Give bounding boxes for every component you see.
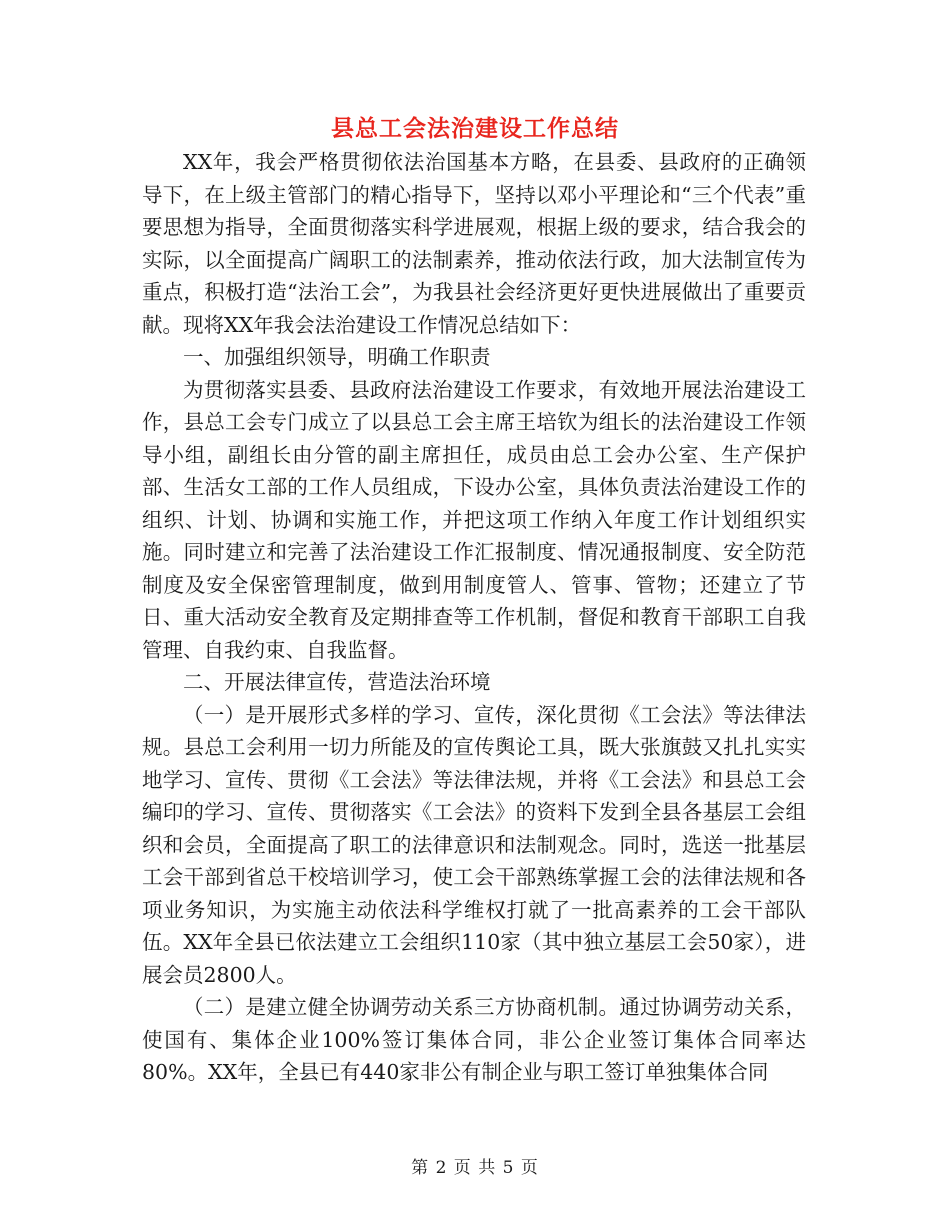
section-2-item-2-paragraph: （二）是建立健全协调劳动关系三方协商机制。通过协调劳动关系，使国有、集体企业100%签订集体合同，非公企业签订集体合同率达80%。XX年，全县已有440家非公有制企业与职工签订单独集体合同 — [142, 995, 806, 1084]
section-heading-1: 一、加强组织领导，明确工作职责 — [183, 345, 491, 369]
section-heading-2: 二、开展法律宣传，营造法治环境 — [183, 670, 491, 694]
section-1-paragraph: 为贯彻落实县委、县政府法治建设工作要求，有效地开展法治建设工作，县总工会专门成立了以县总工会主席王培钦为组长的法治建设工作领导小组，副组长由分管的副主席担任，成员由总工会办公室、生产保护部、生活女工部的工作人员组成，下设办公室，具体负责法治建设工作的组织、计划、协调和实施工作，并把这项工作纳入年度工作计划组织实施。同时建立和完善了法治建设工作汇报制度、情况通报制度、安全防范制度及安全保密管理制度，做到用制度管人、管事、管物；还建立了节日、重大活动安全教育及定期排查等工作机制，督促和教育干部职工自我管理、自我约束、自我监督。 — [142, 377, 806, 662]
document-title: 县总工会法治建设工作总结 — [331, 116, 619, 142]
section-2-item-1-paragraph: （一）是开展形式多样的学习、宣传，深化贯彻《工会法》等法律法规。县总工会利用一切力所能及的宣传舆论工具，既大张旗鼓又扎扎实实地学习、宣传、贯彻《工会法》等法律法规，并将《工会法》和县总工会编印的学习、宣传、贯彻落实《工会法》的资料下发到全县各基层工会组织和会员，全面提高了职工的法律意识和法制观念。同时，选送一批基层工会干部到省总干校培训学习，使工会干部熟练掌握工会的法律法规和各项业务知识，为实施主动依法科学维权打就了一批高素养的工会干部队伍。XX年全县已依法建立工会组织110家（其中独立基层工会50家），进展会员2800人。 — [142, 702, 806, 987]
page-number-footer: 第 2 页 共 5 页 — [411, 1158, 539, 1178]
document-body — [142, 146, 806, 1089]
intro-paragraph: XX年，我会严格贯彻依法治国基本方略，在县委、县政府的正确领导下，在上级主管部门的精心指导下，坚持以邓小平理论和“三个代表”重要思想为指导，全面贯彻落实科学进展观，根据上级的要求，结合我会的实际，以全面提高广阔职工的法制素养，推动依法行政，加大法制宣传为重点，积极打造“法治工会”，为我县社会经济更好更快进展做出了重要贡献。现将XX年我会法治建设工作情况总结如下： — [142, 150, 806, 337]
